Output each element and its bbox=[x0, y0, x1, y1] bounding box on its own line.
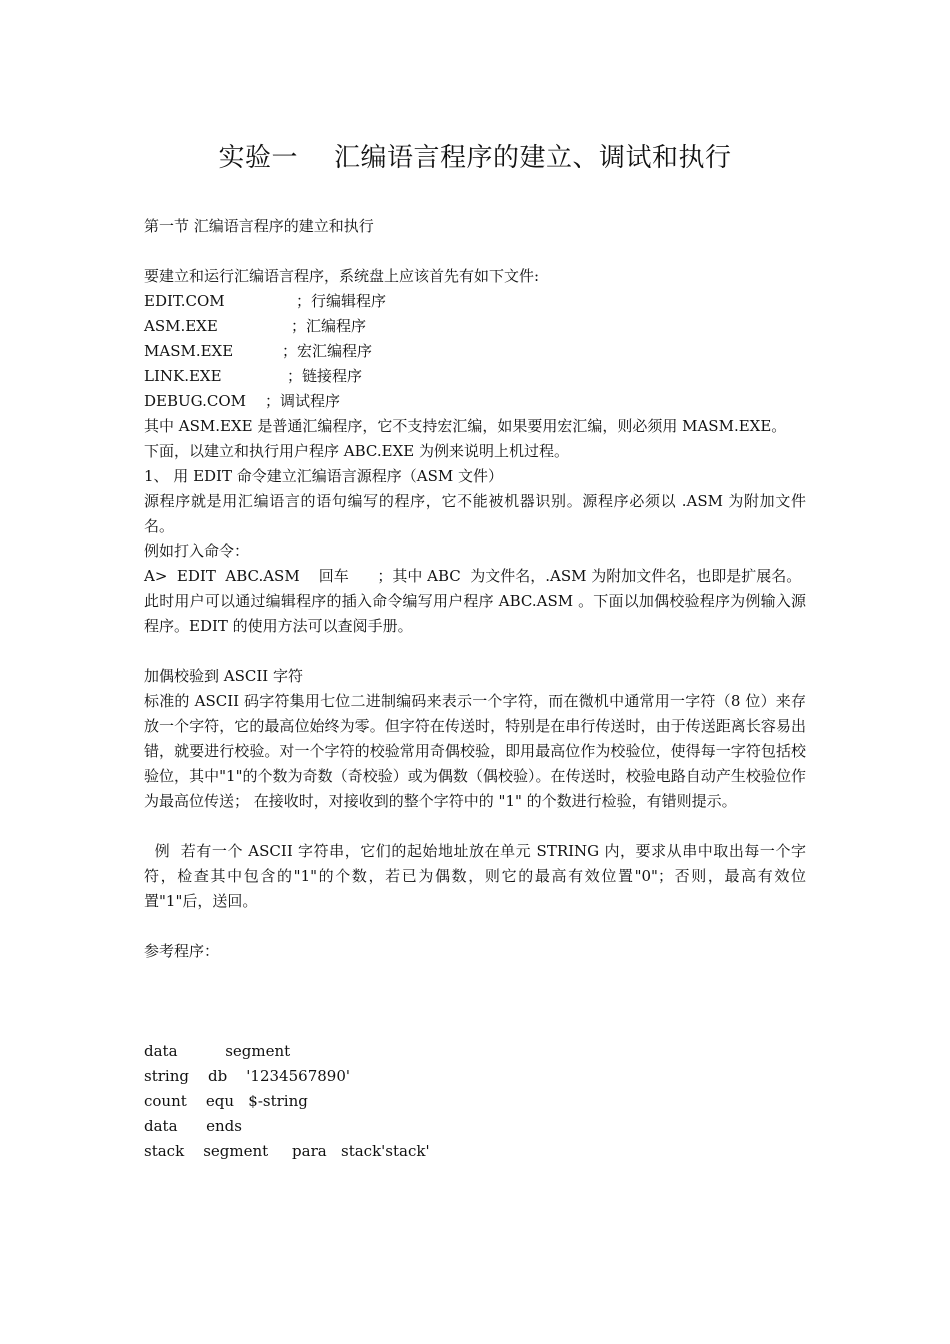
paragraph-edit: 此时用户可以通过编辑程序的插入命令编写用户程序 ABC.ASM 。下面以加偶校验程序为例输入源程序。EDIT 的使用方法可以查阅手册。 bbox=[144, 592, 806, 635]
paragraph-below: 下面，以建立和执行用户程序 ABC.EXE 为例来说明上机过程。 bbox=[144, 442, 569, 460]
file-name: ASM.EXE bbox=[144, 317, 218, 335]
file-desc: ；链接程序 bbox=[287, 367, 363, 385]
code-line: string db '1234567890' bbox=[144, 1067, 350, 1085]
file-desc: ；宏汇编程序 bbox=[282, 342, 373, 360]
file-desc: ；行编辑程序 bbox=[296, 292, 387, 310]
paragraph-source: 源程序就是用汇编语言的语句编写的程序，它不能被机器识别。源程序必须以 .ASM 为附加文件名。 bbox=[144, 492, 806, 535]
paragraph-parity: 标准的 ASCII 码字符集用七位二进制编码来表示一个字符，而在微机中通常用一字符（8 位）来存放一个字符，它的最高位始终为零。但字符在传送时，特别是在串行传送时，由于传送距离长容易出错，就要进行校验。对一个字符的校验常用奇偶校验，即用最高位作为校验位，使得每一字符包括校验位，其中"1"的个数为奇数（奇校验）或为偶数（偶校验）。在传送时，校验电路自动产生校验位作为最高位传送； 在接收时，对接收到的整个字符中的 "1" 的个数进行检验，有错则提示。 bbox=[144, 692, 806, 810]
intro-text: 要建立和运行汇编语言程序，系统盘上应该首先有如下文件: bbox=[144, 267, 540, 285]
paragraph-example: 例 若有一个 ASCII 字符串，它们的起始地址放在单元 STRING 内，要求从串中取出每一个字符，检查其中包含的"1"的个数，若已为偶数，则它的最高有效位置"0"；否则，最高有效位置"1"后，送回。 bbox=[144, 842, 807, 910]
file-name: DEBUG.COM bbox=[144, 392, 246, 410]
document-body bbox=[144, 214, 806, 1164]
file-name: MASM.EXE bbox=[144, 342, 234, 360]
paragraph-reference: 参考程序： bbox=[144, 942, 220, 960]
paragraph-parity-heading: 加偶校验到 ASCII 字符 bbox=[144, 667, 303, 685]
paragraph-step1: 1、 用 EDIT 命令建立汇编语言源程序（ASM 文件） bbox=[144, 467, 503, 485]
code-line: stack segment para stack'stack' bbox=[144, 1142, 430, 1160]
title-part2: 汇编语言程序的建立、调试和执行 bbox=[334, 143, 732, 173]
code-line: data ends bbox=[144, 1117, 242, 1135]
file-row bbox=[144, 339, 806, 364]
file-row bbox=[144, 364, 806, 389]
file-row bbox=[144, 389, 806, 414]
file-name: EDIT.COM bbox=[144, 292, 225, 310]
file-row bbox=[144, 289, 806, 314]
paragraph-asm: 其中 ASM.EXE 是普通汇编程序，它不支持宏汇编，如果要用宏汇编，则必须用 MASM.EXE。 bbox=[144, 417, 787, 435]
file-desc: ；调试程序 bbox=[265, 392, 341, 410]
file-list bbox=[144, 289, 806, 414]
page-title bbox=[0, 138, 950, 178]
paragraph-command: A> EDIT ABC.ASM 回车 ；其中 ABC 为文件名，.ASM 为附加文件名，也即是扩展名。 bbox=[144, 567, 802, 585]
file-name: LINK.EXE bbox=[144, 367, 222, 385]
code-line: count equ $-string bbox=[144, 1092, 308, 1110]
section-heading: 第一节 汇编语言程序的建立和执行 bbox=[144, 217, 374, 235]
file-desc: ；汇编程序 bbox=[291, 317, 367, 335]
code-line: data segment bbox=[144, 1042, 291, 1060]
file-row bbox=[144, 314, 806, 339]
code-listing bbox=[144, 1039, 806, 1164]
title-part1: 实验一 bbox=[218, 143, 298, 173]
paragraph-example-command: 例如打入命令： bbox=[144, 542, 250, 560]
